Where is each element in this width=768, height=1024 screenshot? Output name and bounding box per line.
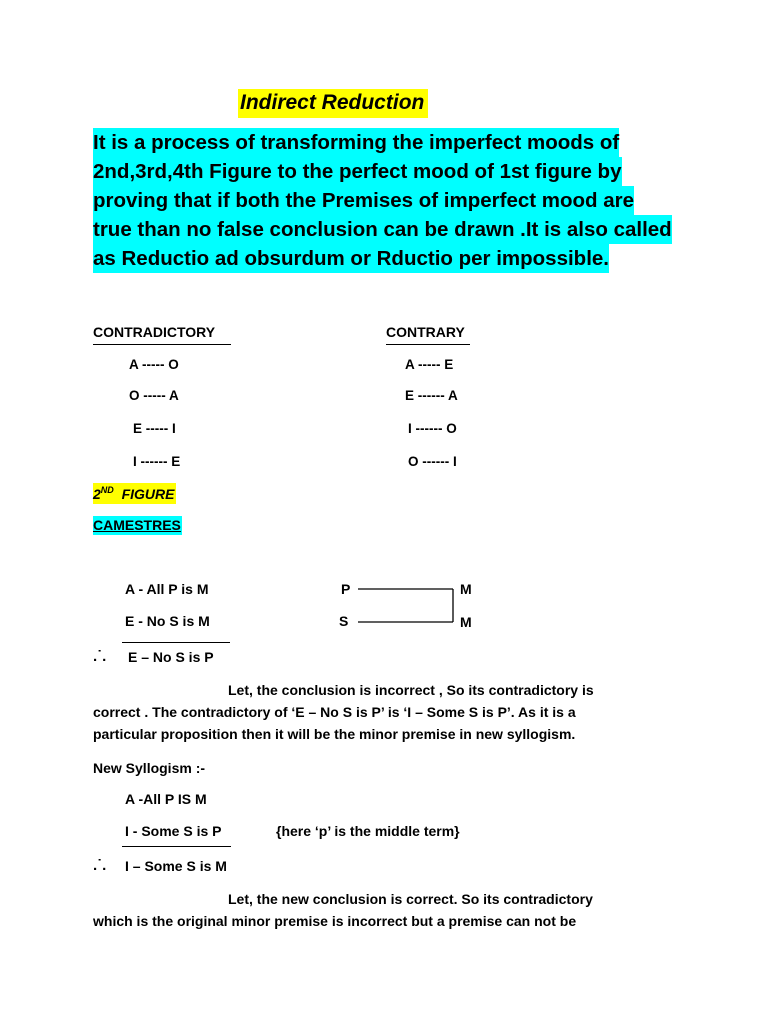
new-therefore-symbol: .˙. [93, 857, 107, 874]
intro-line: proving that if both the Premises of imperfect mood are [93, 186, 634, 215]
intro-line: 2nd,3rd,4th Figure to the perfect mood of 1st figure by [93, 157, 622, 186]
paragraph-line: particular proposition then it will be the minor premise in new syllogism. [93, 726, 576, 742]
major-premise: A - All P is M [125, 581, 209, 597]
paragraph-line: correct . The contradictory of ‘E – No S is P’ is ‘I – Some S is P’. As it is a [93, 704, 576, 720]
premise-rule [122, 642, 230, 643]
contradictory-pair: E ----- I [133, 421, 176, 436]
contrary-pair: E ------ A [405, 388, 458, 403]
paragraph-line: Let, the new conclusion is correct. So its contradictory [228, 891, 593, 907]
intro-paragraph [93, 128, 673, 273]
mood-name: CAMESTRES [93, 517, 181, 533]
paragraph-line: Let, the conclusion is incorrect , So its contradictory is [228, 682, 594, 698]
figure-suffix: ND [100, 485, 114, 495]
contradictory-pair: O ----- A [129, 388, 179, 403]
conclusion: E – No S is P [128, 649, 214, 665]
contradictory-pair: A ----- O [129, 357, 179, 372]
middle-term-note: {here ‘p’ is the middle term} [276, 823, 460, 839]
intro-line: It is a process of transforming the imperfect moods of [93, 128, 619, 157]
page-title: Indirect Reduction [238, 89, 428, 118]
contradictory-underline [93, 344, 231, 345]
diagram-p: P [341, 581, 351, 597]
contrary-pair: I ------ O [408, 421, 457, 436]
figure-label [93, 483, 176, 504]
new-minor-premise: I - Some S is P [125, 823, 222, 839]
new-conclusion: I – Some S is M [125, 858, 227, 874]
contrary-underline [386, 344, 470, 345]
contrary-pair: A ----- E [405, 357, 454, 372]
new-major-premise: A -All P IS M [125, 791, 207, 807]
figure-number: 2 [93, 486, 101, 502]
contrary-heading: CONTRARY [386, 324, 465, 340]
intro-line: true than no false conclusion can be drawn .It is also called [93, 215, 672, 244]
diagram-m-top: M [460, 581, 472, 597]
intro-line: as Reductio ad obsurdum or Rductio per impossible. [93, 244, 609, 273]
diagram-m-bottom: M [460, 614, 472, 630]
new-premise-rule [122, 846, 231, 847]
diagram-s: S [339, 613, 349, 629]
contrary-pair: O ------ I [408, 454, 457, 469]
contradictory-heading: CONTRADICTORY [93, 324, 216, 340]
therefore-symbol: .˙. [93, 648, 107, 665]
minor-premise: E - No S is M [125, 613, 210, 629]
contradictory-pair: I ------ E [133, 454, 181, 469]
term-connector-diagram [350, 580, 462, 630]
figure-word: FIGURE [121, 486, 175, 502]
new-syllogism-heading: New Syllogism :- [93, 760, 206, 776]
paragraph-line: which is the original minor premise is incorrect but a premise can not be [93, 913, 577, 929]
